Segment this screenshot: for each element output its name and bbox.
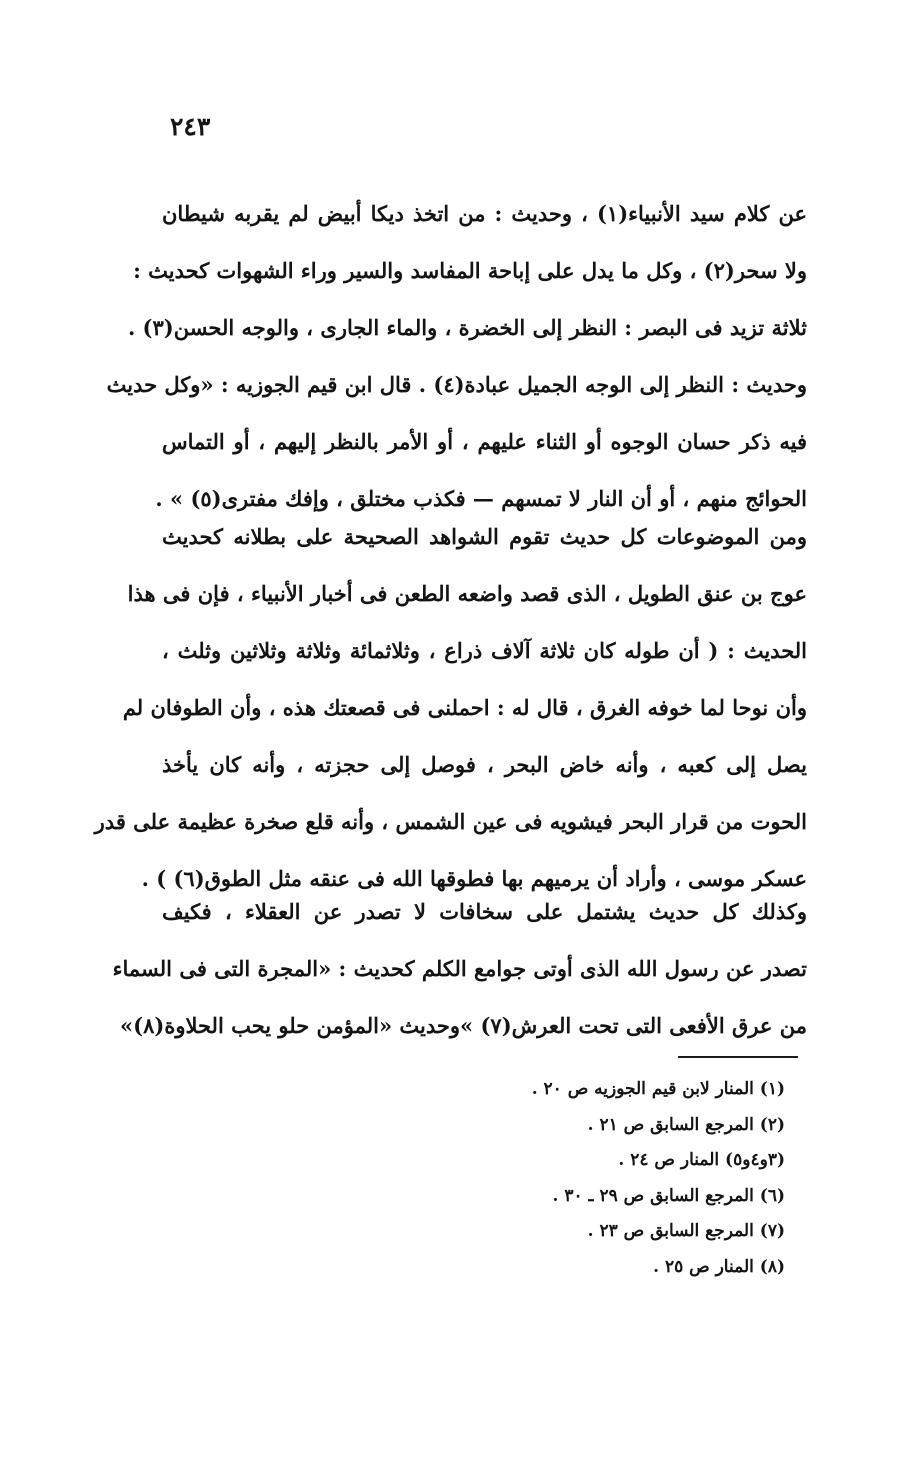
paragraph-2 [94,508,807,907]
text-line: فيه ذكر حسان الوجوه أو الثناء عليهم ، أو الأمر بالنظر إليهم ، أو التماس [162,429,807,454]
footnote: (٣و٤و٥) المنار ص ٢٤ . [618,1150,785,1170]
footnote: (٦) المرجع السابق ص ٢٩ ـ ٣٠ . [552,1185,785,1206]
text-line: وحديث : النظر إلى الوجه الجميل عبادة(٤) . قال ابن قيم الجوزيه : «وكل حديث [106,372,807,397]
footnote: (٢) المرجع السابق ص ٢١ . [587,1114,785,1135]
paragraph-1 [106,185,807,527]
text-line: يصل إلى كعبه ، وأنه خاض البحر ، فوصل إلى حجزته ، وأنه كان يأخذ [162,752,807,777]
text-line: ولا سحر(٢) ، وكل ما يدل على إباحة المفاسد والسير وراء الشهوات كحديث : [133,258,807,283]
text-line: الحديث : ( أن طوله كان ثلاثة آلاف ذراع ، وثلاثمائة وثلاثة وثلاثين وثلث ، [162,638,807,663]
footnote-separator [678,1056,798,1058]
text-line: عسكر موسى ، وأراد أن يرميهم بها فطوقها الله فى عنقه مثل الطوق(٦) ) . [141,866,807,891]
paragraph-3 [112,883,807,1054]
text-line: ثلاثة تزيد فى البصر : النظر إلى الخضرة ، والماء الجارى ، والوجه الحسن(٣) . [127,315,807,340]
text-line: الحوائج منهم ، أو أن النار لا تمسهم — فكذب مختلق ، وإفك مفترى(٥) » . [155,486,807,511]
text-line: ومن الموضوعات كل حديث تقوم الشواهد الصحيحة على بطلانه كحديث [162,524,807,549]
text-line: عن كلام سيد الأنبياء(١) ، وحديث : من اتخذ ديكا أبيض لم يقربه شيطان [162,201,807,226]
text-line: من عرق الأفعى التى تحت العرش(٧) »وحديث «المؤمن حلو يحب الحلاوة(٨)» [120,1013,807,1038]
text-line: الحوت من قرار البحر فيشويه فى عين الشمس ، وأنه قلع صخرة عظيمة على قدر [94,809,807,834]
footnote: (٧) المرجع السابق ص ٢٣ . [587,1221,785,1241]
text-line: وأن نوحا لما خوفه الغرق ، قال له : احملنى فى قصعتك هذه ، وأن الطوفان لم [122,695,807,720]
footnote: (١) المنار لابن قيم الجوزيه ص ٢٠ . [531,1079,785,1099]
text-line: تصدر عن رسول الله الذى أوتى جوامع الكلم كحديث : «المجرة التى فى السماء [112,956,807,981]
footnotes [532,1072,785,1285]
text-line: وكذلك كل حديث يشتمل على سخافات لا تصدر عن العقلاء ، فكيف [162,899,807,924]
text-line: عوج بن عنق الطويل ، الذى قصد واضعه الطعن فى أخبار الأنبياء ، فإن فى هذا [127,581,807,606]
footnote: (٨) المنار ص ٢٥ . [653,1256,785,1277]
page-number: ٢٤٣ [170,112,211,141]
